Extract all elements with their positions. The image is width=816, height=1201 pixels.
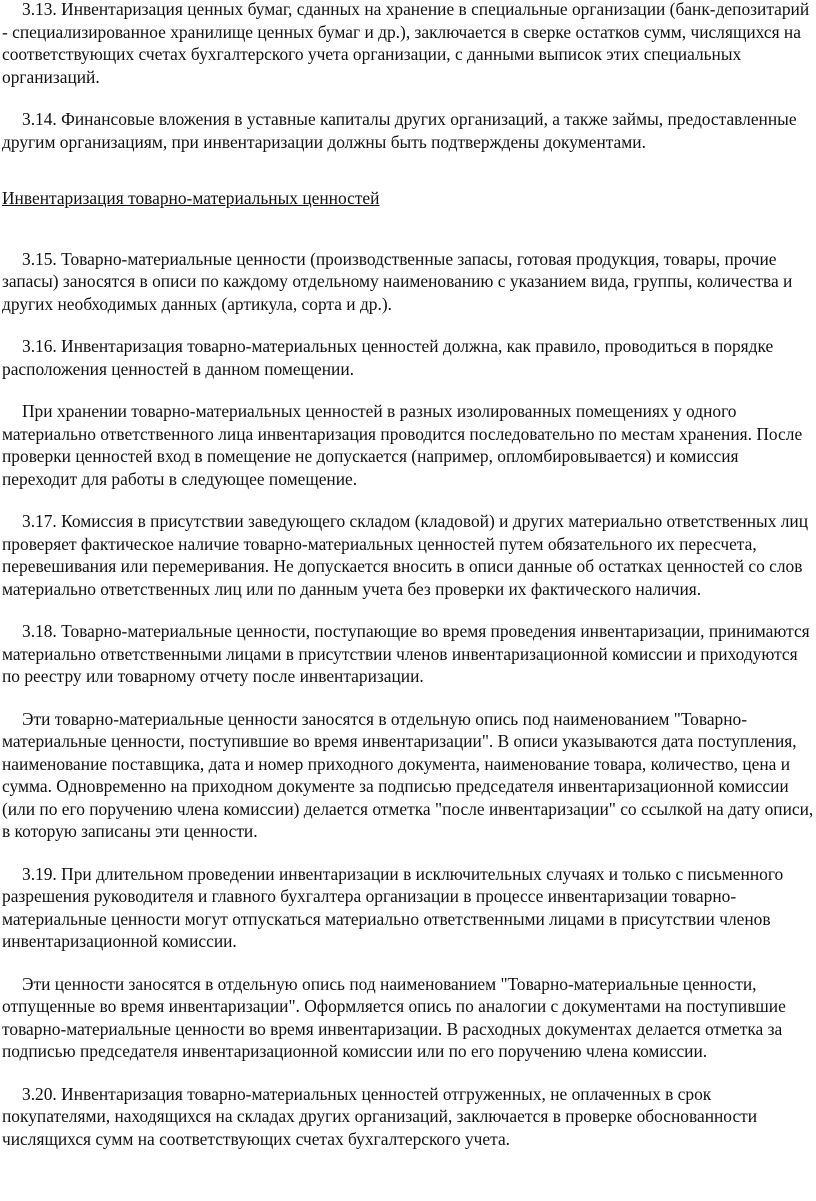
document-page xyxy=(2,0,814,1170)
paragraph-received-goods: Эти товарно-материальные ценности заносятся в отдельную опись под наименованием "Товарно-материальные ценности, поступившие во время инвентаризации". В описи указываются дата поступления, наименование поставщика, дата и номер приходного документа, наименование товара, количество, цена и сумма. Одновременно на приходном документе за подписью председателя инвентаризационной комиссии (или по его поручению члена комиссии) делается отметка "после инвентаризации" со ссылкой на дату описи, в которую записаны эти ценности. xyxy=(2,708,814,841)
paragraph-released-goods: Эти ценности заносятся в отдельную опись под наименованием "Товарно-материальные ценности, отпущенные во время инвентаризации". Оформляется опись по аналогии с документами на поступившие товарно-материальные ценности во время инвентаризации. В расходных документах делается отметка за подписью председателя инвентаризационной комиссии или по его поручению члена комиссии. xyxy=(2,973,786,1061)
paragraph-3-13: 3.13. Инвентаризация ценных бумаг, сданных на хранение в специальные организации (банк-депозитарий - специализированное хранилище ценных бумаг и др.), заключается в сверке остатков сумм, числящихся на соответствующих счетах бухгалтерского учета организации, с данными выписок этих специальных организаций. xyxy=(2,0,810,87)
paragraph-3-16: 3.16. Инвентаризация товарно-материальных ценностей должна, как правило, проводиться в порядке расположения ценностей в данном помещении. xyxy=(2,336,774,379)
paragraph-3-18: 3.18. Товарно-материальные ценности, поступающие во время проведения инвентаризации, принимаются материально ответственными лицами в присутствии членов инвентаризационной комиссии и приходуются по реестру или товарному отчету после инвентаризации. xyxy=(2,621,810,686)
paragraph-3-17: 3.17. Комиссия в присутствии заведующего складом (кладовой) и других материально ответственных лиц проверяет фактическое наличие товарно-материальных ценностей путем обязательного их пересчета, перевешивания или перемеривания. Не допускается вносить в описи данные об остатках ценностей со слов материально ответственных лиц или по данным учета без проверки их фактического наличия. xyxy=(2,511,809,599)
paragraph-3-14: 3.14. Финансовые вложения в уставные капиталы других организаций, а также займы, предоставленные другим организациям, при инвентаризации должны быть подтверждены документами. xyxy=(2,109,797,152)
section-heading: Инвентаризация товарно-материальных ценностей xyxy=(2,188,380,208)
paragraph-3-19: 3.19. При длительном проведении инвентаризации в исключительных случаях и только с письменного разрешения руководителя и главного бухгалтера организации в процессе инвентаризации товарно-материальные ценности могут отпускаться материально ответственными лицами в присутствии членов инвентаризационной комиссии. xyxy=(2,863,784,951)
paragraph-3-15: 3.15. Товарно-материальные ценности (производственные запасы, готовая продукция, товары, прочие запасы) заносятся в описи по каждому отдельному наименованию с указанием вида, группы, количества и других необходимых данных (артикула, сорта и др.). xyxy=(2,248,793,314)
paragraph-3-20: 3.20. Инвентаризация товарно-материальных ценностей отгруженных, не оплаченных в срок покупателями, находящихся на складах других организаций, заключается в проверке обоснованности числящихся сумм на соответствующих счетах бухгалтерского учета. xyxy=(2,1083,758,1149)
paragraph-storage-rooms: При хранении товарно-материальных ценностей в разных изолированных помещениях у одного материально ответственного лица инвентаризация проводится последовательно по местам хранения. После проверки ценностей вход в помещение не допускается (например, опломбировывается) и комиссия переходит для работы в следующее помещение. xyxy=(2,401,803,489)
